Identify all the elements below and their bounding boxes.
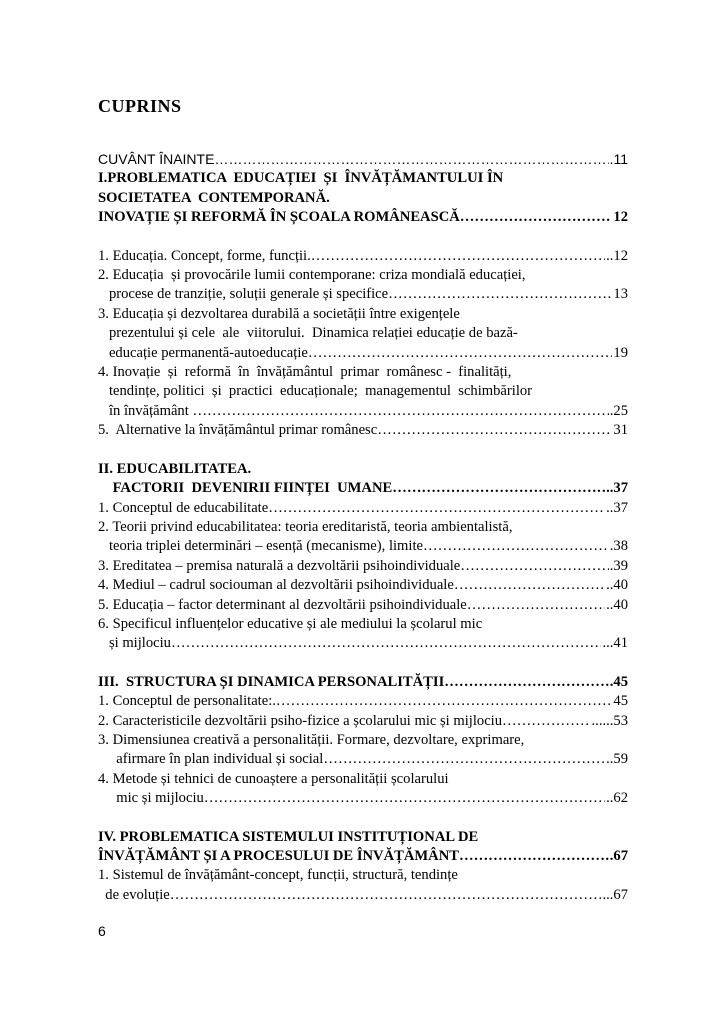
dot-leader [171,634,601,653]
dot-leader [388,285,612,304]
toc-entry-page: ..37 [606,499,628,516]
toc-entry [98,460,628,479]
table-of-contents [98,150,628,905]
toc-entry [98,615,628,634]
toc-entry-text: educație permanentă-autoeducație [98,344,308,361]
toc-entry-text: 3. Ereditatea – premisa naturală a dezvoltării psihoindividuale [98,557,461,574]
toc-entry-page: ..12 [606,247,628,264]
toc-entry-text: 3. Dimensiunea creativă a personalității. Formare, dezvoltare, exprimare, [98,731,525,748]
toc-entry [98,499,628,518]
toc-entry [98,712,628,731]
toc-entry [98,518,628,537]
toc-entry [98,866,628,885]
toc-entry-text: și mijlociu [98,635,171,652]
toc-entry-page: .45 [609,673,628,690]
dot-leader [311,247,605,266]
section-gap [98,654,628,673]
dot-leader [459,847,609,866]
dot-leader [467,596,605,615]
toc-entry-page: ...41 [602,635,628,652]
section-gap [98,441,628,460]
toc-entry-text: procese de tranziție, soluții generale și specifice [98,286,389,303]
toc-entry [98,692,628,711]
toc-entry-page: 45 [613,693,628,710]
toc-entry-text: 1. Conceptul de educabilitate [98,499,269,516]
toc-entry-page: .39 [609,557,628,574]
toc-entry [98,537,628,556]
dot-leader [423,537,609,556]
dot-leader [392,479,605,498]
page-title: CUPRINS [98,96,182,116]
dot-leader [323,750,608,769]
toc-entry-page: 12 [613,209,628,226]
toc-entry-text: 1. Educația. Concept, forme, funcții. [98,247,311,264]
toc-entry-text: CUVÂNT ÎNAINTE [98,151,215,167]
toc-entry [98,305,628,324]
toc-entry-text: SOCIETATEA CONTEMPORANĂ. [98,189,330,206]
toc-entry-page: ......53 [591,712,628,729]
toc-entry [98,421,628,440]
toc-entry-text: 4. Mediul – cadrul sociouman al dezvoltării psihoindividuale [98,577,454,594]
toc-entry-text: 1. Sistemul de învățământ-concept, funcții, structură, tendințe [98,867,458,884]
toc-entry-page: 19 [613,344,628,361]
section-gap [98,809,628,828]
toc-entry-text: mic și mijlociu [98,790,204,807]
toc-entry-page: ...67 [602,886,628,903]
toc-entry-text: INOVAȚIE ȘI REFORMĂ ÎN ȘCOALA ROMÂNEASCĂ [98,209,460,226]
toc-entry-page: 13 [613,286,628,303]
dot-leader [268,499,605,518]
toc-entry-page: ..40 [606,577,628,594]
toc-entry-page: .59 [609,751,628,768]
toc-entry [98,324,628,343]
toc-entry [98,382,628,401]
toc-entry [98,266,628,285]
dot-leader [454,576,605,595]
toc-entry-text: 1. Conceptul de personalitate:. [98,693,276,710]
toc-entry [98,402,628,421]
toc-entry [98,150,628,169]
toc-entry [98,285,628,304]
toc-entry-text: tendințe, politici și practici educaționale; managementul schimbărilor [98,383,533,400]
toc-entry-text: 2. Educația și provocările lumii contemporane: criza mondială educației, [98,267,526,284]
toc-entry-text: I.PROBLEMATICA EDUCAȚIEI ȘI ÎNVĂȚĂMANTULUI ÎN [98,170,504,187]
toc-entry [98,363,628,382]
toc-entry [98,208,628,227]
dot-leader [444,673,608,692]
toc-entry-text: III. STRUCTURA ȘI DINAMICA PERSONALITĂȚII [98,673,445,690]
dot-leader [460,208,613,227]
toc-entry [98,169,628,188]
toc-entry [98,344,628,363]
toc-entry-text: ÎNVĂȚĂMÂNT ȘI A PROCESULUI DE ÎNVĂȚĂMÂNT [98,848,459,864]
toc-entry [98,750,628,769]
toc-entry-text: 5. Alternative la învățământul primar românesc [98,422,378,439]
page-number: 6 [98,923,106,939]
dot-leader [377,421,612,440]
dot-leader [192,402,608,421]
section-gap [98,228,628,247]
toc-entry-text: 4. Metode și tehnici de cunoaștere a personalității școlarului [98,770,449,787]
toc-entry-page: ..40 [606,596,628,613]
toc-entry [98,557,628,576]
toc-entry [98,886,628,905]
toc-entry [98,189,628,208]
toc-entry-text: afirmare în plan individual și social [98,751,324,768]
dot-leader [204,789,605,808]
toc-entry [98,828,628,847]
toc-entry-page: ..37 [606,480,628,497]
dot-leader [214,150,608,169]
toc-entry-text: 2. Teorii privind educabilitatea: teoria ereditaristă, teoria ambientalistă, [98,518,513,535]
toc-entry-page: .11 [609,151,628,167]
toc-entry-text: 4. Inovație și reformă în învățământul primar românesc - finalități, [98,364,512,381]
toc-entry [98,789,628,808]
toc-entry-text: FACTORII DEVENIRII FIINȚEI UMANE [98,480,393,497]
dot-leader [276,692,612,711]
toc-entry [98,576,628,595]
toc-entry-text: IV. PROBLEMATICA SISTEMULUI INSTITUȚIONAL DE [98,828,479,845]
toc-entry-text: 6. Specificul influențelor educative și ale mediului la școlarul mic [98,615,483,632]
toc-entry [98,479,628,498]
toc-entry-text: 5. Educația – factor determinant al dezvoltării psihoindividuale [98,596,467,613]
toc-entry-text: de evoluție [98,886,170,903]
toc-entry-page: 31 [613,422,628,439]
toc-entry-page: ..62 [606,790,628,807]
toc-entry [98,596,628,615]
toc-entry-text: 3. Educația și dezvoltarea durabilă a societății între exigențele [98,305,460,322]
dot-leader [460,557,608,576]
dot-leader [170,886,602,905]
toc-entry-text: prezentului și cele ale viitorului. Dinamica relației educație de bază- [98,325,518,342]
toc-entry [98,847,628,866]
toc-entry [98,770,628,789]
toc-entry-page: .25 [609,402,628,419]
toc-entry [98,731,628,750]
toc-entry-text: 2. Caracteristicile dezvoltării psiho-fizice a școlarului mic și mijlociu [98,712,503,729]
toc-entry-page: .67 [609,848,628,864]
toc-entry [98,247,628,266]
toc-entry-text: teoria triplei determinări – esență (mecanisme), limite [98,538,423,555]
toc-entry-text: II. EDUCABILITATEA. [98,460,252,477]
toc-entry [98,673,628,692]
dot-leader [308,344,613,363]
toc-entry-page: .38 [609,538,628,555]
toc-entry-text: în învățământ [98,402,193,419]
toc-entry [98,634,628,653]
dot-leader [502,712,590,731]
